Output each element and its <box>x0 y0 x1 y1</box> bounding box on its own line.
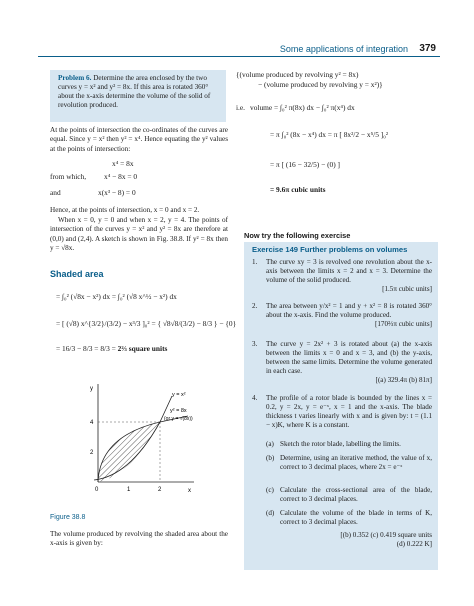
paragraph-points: Hence, at the points of intersection, x = 0 and x = 2. <box>50 206 200 214</box>
tick-x-1: 1 <box>127 487 131 493</box>
subitem-c <box>252 486 432 504</box>
shaded-area-eq3-lead: = 16/3 − 8/3 = 8/3 = <box>56 344 118 353</box>
problem-text: Determine the area enclosed by the two curves y = x² and y² = 8x. If this area is rotated 360° about the x-axis determine the volume of the solid of revolution produced. <box>58 74 211 110</box>
exercise-answer-1: [1.5π cubic units] <box>382 284 432 293</box>
exercise-text-3: The curve y = 2x² + 3 is rotated about (a) the x-axis between the limits x = 0 and x = 3, and (b) the y-axis, between the same limits. Determine the volume generated in each case. <box>266 340 432 375</box>
subitem-b <box>252 454 432 472</box>
exercise-text-1: The curve xy = 3 is revolved one revolution about the x-axis between the limits x = 2 and x = 3. Determine the volume of the solid produced. <box>266 258 432 284</box>
tick-y-4: 4 <box>90 420 94 426</box>
exercise-answer-2: [170⅔π cubic units] <box>375 319 432 328</box>
label-from-which: from which, <box>50 172 87 181</box>
curve-label-root-alt: (or y = √(8x)) <box>164 416 193 422</box>
figure-caption: Figure 38.8 <box>50 514 86 521</box>
exercise-title: Exercise 149 Further problems on volumes <box>252 245 408 254</box>
volume-eq-2: = π ∫₀² (8x − x⁴) dx = π [ 8x²/2 − x⁵/5 ]₀² <box>270 130 389 139</box>
header-rule <box>38 56 440 57</box>
subitem-d <box>252 509 432 527</box>
exercise-text-2: The area between y/x² = 1 and y + x² = 8 is rotated 360° about the x-axis. Find the volume produced. <box>266 302 432 319</box>
exercise-item-4 <box>252 394 432 430</box>
problem-label: Problem 6. <box>58 74 92 82</box>
problem-box <box>50 70 226 122</box>
shaded-area-eq2: = [ (√8) x^{3/2}/(3/2) − x³/3 ]₀² = { √8√8/(3/2) − 8/3 } − {0} <box>56 319 237 328</box>
volume-ie: i.e. <box>236 103 246 112</box>
subitem-text-b: Determine, using an iterative method, the value of x, correct to 3 decimal places, where 2x = e⁻ˣ <box>280 454 432 471</box>
exercise-item-1 <box>252 258 432 294</box>
exercise-item-3 <box>252 340 432 385</box>
paragraph-sketch: When x = 0, y = 0 and when x = 2, y = 4. The points of intersection of the curves y = x² and y² = 8x are therefore at (0,0) and (2,4). A sketch is shown in Fig. 38.8. If y² = 8x then y = √8x. <box>50 216 228 252</box>
running-title: Some applications of integration <box>279 44 408 54</box>
figure-38-8 <box>70 376 200 500</box>
shaded-area-eq3 <box>56 344 167 353</box>
volume-text-1: {(volume produced by revolving y² = 8x) <box>236 70 359 79</box>
equation-3: x(x³ − 8) = 0 <box>98 188 136 197</box>
subitem-label-a: (a) <box>266 440 274 448</box>
now-try-heading: Now try the following exercise <box>244 231 351 240</box>
section-heading-shaded-area: Shaded area <box>50 269 104 279</box>
equation-1: x⁴ = 8x <box>112 159 134 168</box>
subitem-text-c: Calculate the cross-sectional area of the blade, correct to 3 decimal places. <box>280 486 432 503</box>
exercise-number-1: 1. <box>252 258 258 266</box>
equation-2: x⁴ − 8x = 0 <box>104 172 138 181</box>
exercise-answer-4a: [(b) 0.352 (c) 0.419 square units <box>340 531 432 539</box>
paragraph-volume-intro: The volume produced by revolving the shaded area about the x-axis is given by: <box>50 530 228 548</box>
x-axis-label: x <box>188 488 191 494</box>
page-number: 379 <box>419 43 436 54</box>
exercise-item-2 <box>252 302 432 329</box>
subitem-text-d: Calculate the volume of the blade in terms of K, correct to 3 decimal places. <box>280 509 432 526</box>
shaded-area-result: 2⅔ square units <box>117 344 168 353</box>
exercise-number-2: 2. <box>252 302 258 310</box>
subitem-text-a: Sketch the rotor blade, labelling the limits. <box>280 440 401 448</box>
label-and: and <box>50 188 61 197</box>
exercise-text-4: The profile of a rotor blade is bounded by the lines x = 0.2, y = 2x, y = e⁻ˣ, x = 1 and the x-axis. The blade thickness t varies linearly with x and is given by: t = (1.1 − x)K, where K is a constant. <box>266 394 432 429</box>
exercise-answer-3: [(a) 329.4π (b) 81π] <box>375 375 432 384</box>
volume-eq-1: volume = ∫₀² π(8x) dx − ∫₀² π(x⁴) dx <box>250 103 355 112</box>
tick-x-2: 2 <box>158 487 162 493</box>
curve-label-parabola: y = x² <box>172 392 186 398</box>
volume-text-2: − (volume produced by revolving y = x²)} <box>258 80 383 89</box>
exercise-number-4: 4. <box>252 394 258 402</box>
shaded-area-eq1: = ∫₀² (√8x − x²) dx = ∫₀² (√8 x^½ − x²) dx <box>56 292 177 301</box>
paragraph-intersection: At the points of intersection the co-ordinates of the curves are equal. Since y = x² then y² = x⁴. Hence equating the y² values at the points of intersection: <box>50 126 228 153</box>
volume-result: = 9.6π cubic units <box>270 185 326 194</box>
subitem-label-d: (d) <box>266 509 275 517</box>
tick-y-2: 2 <box>90 450 94 456</box>
curve-label-root: y² = 8x <box>170 408 187 414</box>
subitem-label-c: (c) <box>266 486 274 494</box>
exercise-answer-4b: (d) 0.222 K] <box>396 540 432 548</box>
y-axis-label: y <box>90 386 93 392</box>
volume-eq-3: = π [ (16 − 32/5) − (0) ] <box>270 160 341 169</box>
tick-x-0: 0 <box>95 487 99 493</box>
subitem-label-b: (b) <box>266 454 275 462</box>
exercise-number-3: 3. <box>252 340 258 348</box>
subitem-a <box>252 440 432 449</box>
